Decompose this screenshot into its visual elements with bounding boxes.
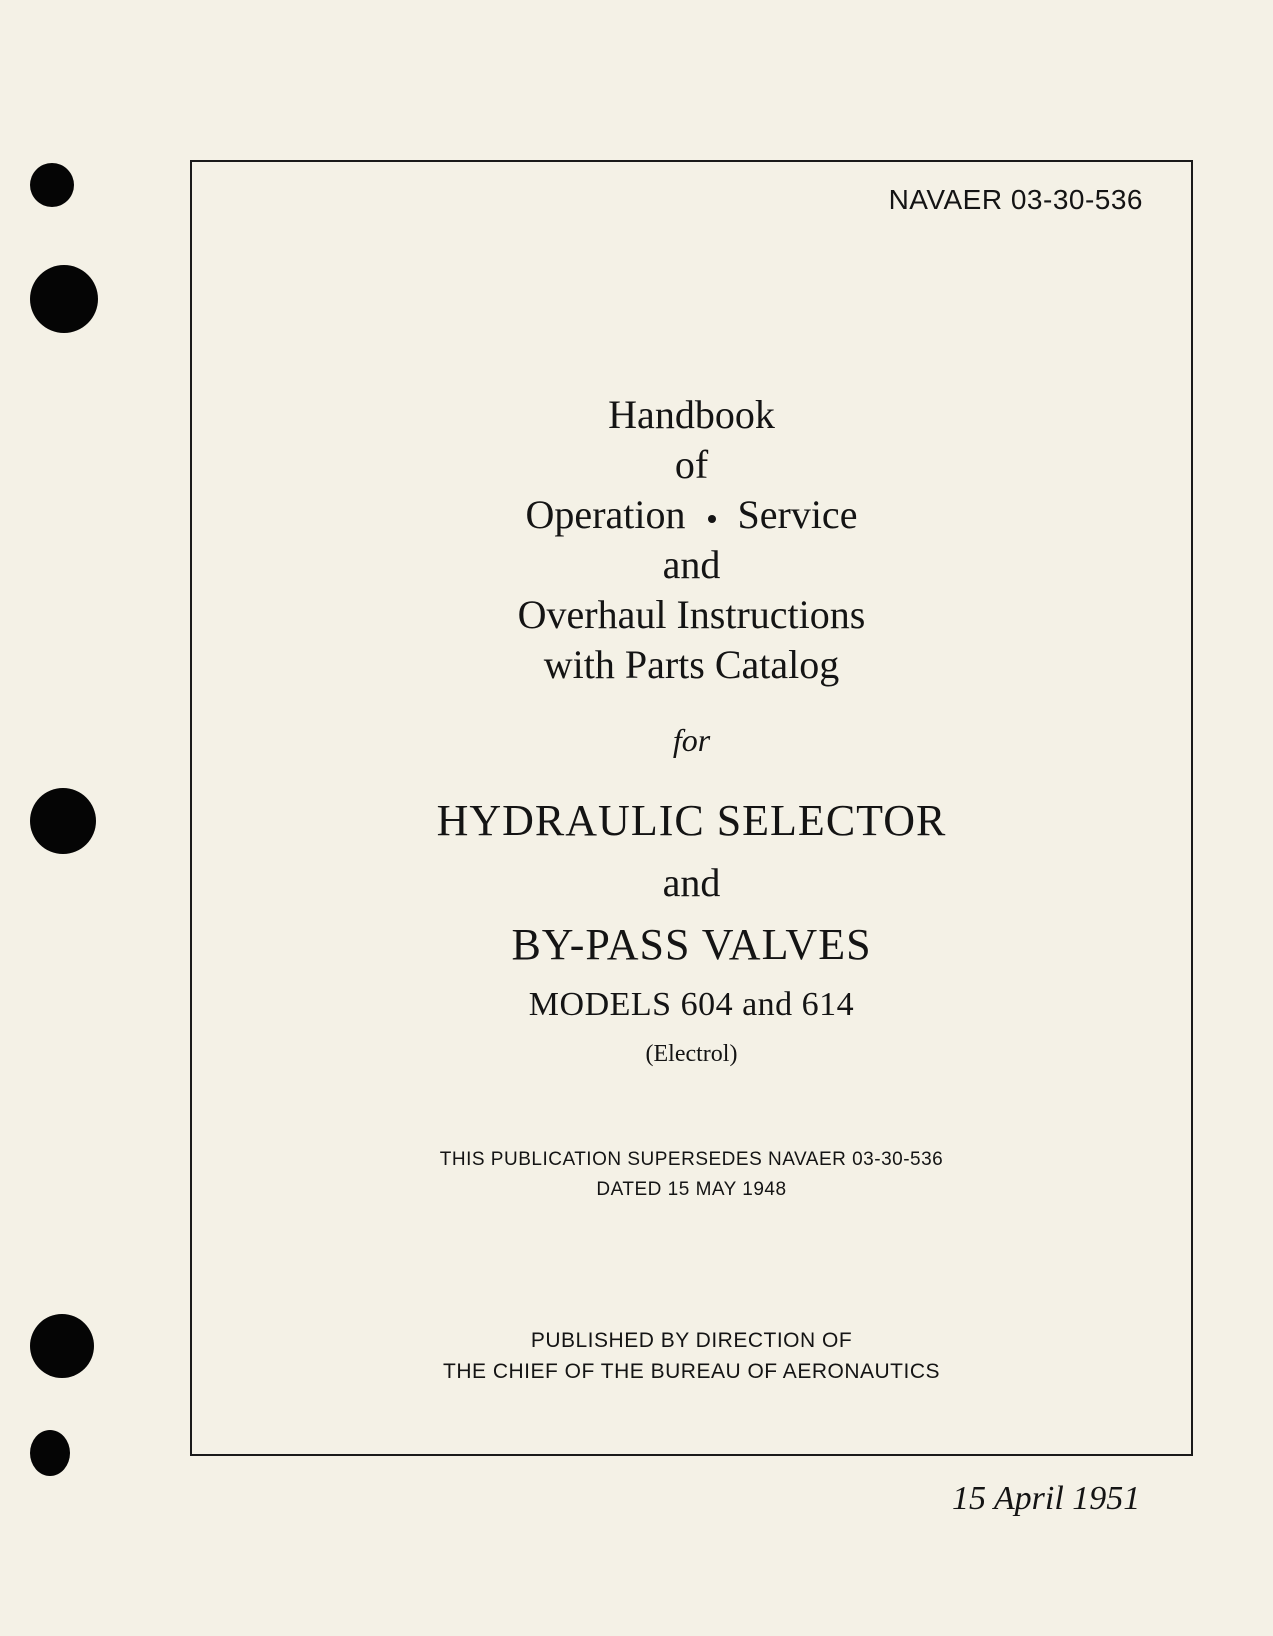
for-label: for <box>672 722 711 758</box>
title-line-overhaul: Overhaul Instructions <box>517 592 866 637</box>
title-service: Service <box>737 492 858 537</box>
title-operation: Operation <box>525 492 686 537</box>
subject-models: MODELS 604 and 614 <box>528 986 855 1023</box>
subject-bypass-valves: BY-PASS VALVES <box>511 920 872 969</box>
document-number: NAVAER 03-30-536 <box>888 184 1143 215</box>
subject-maker: (Electrol) <box>645 1041 738 1067</box>
supersedes-notice <box>192 1145 1191 1205</box>
bullet-separator-icon <box>708 515 716 523</box>
subject-block <box>192 790 1191 1074</box>
title-line-and: and <box>662 542 721 587</box>
cover-frame <box>190 160 1193 1456</box>
binder-hole <box>30 1314 94 1378</box>
title-line-of: of <box>674 442 709 487</box>
subject-and: and <box>662 860 721 905</box>
published-line-1: PUBLISHED BY DIRECTION OF <box>530 1329 853 1352</box>
supersedes-line-1: THIS PUBLICATION SUPERSEDES NAVAER 03-30-536 <box>439 1149 944 1170</box>
binder-hole <box>30 1430 70 1476</box>
title-line-operation-service <box>192 490 1191 540</box>
published-line-2: THE CHIEF OF THE BUREAU OF AERONAUTICS <box>443 1360 940 1383</box>
title-line-parts-catalog: with Parts Catalog <box>543 642 840 687</box>
subject-hydraulic-selector: HYDRAULIC SELECTOR <box>436 796 947 845</box>
binder-hole <box>30 265 98 333</box>
publication-date: 15 April 1951 <box>952 1480 1141 1517</box>
binder-hole <box>30 163 74 207</box>
handbook-title <box>192 390 1191 690</box>
title-line-handbook: Handbook <box>608 392 775 437</box>
binder-hole <box>30 788 96 854</box>
supersedes-line-2: DATED 15 MAY 1948 <box>596 1179 787 1200</box>
published-by <box>192 1325 1191 1387</box>
